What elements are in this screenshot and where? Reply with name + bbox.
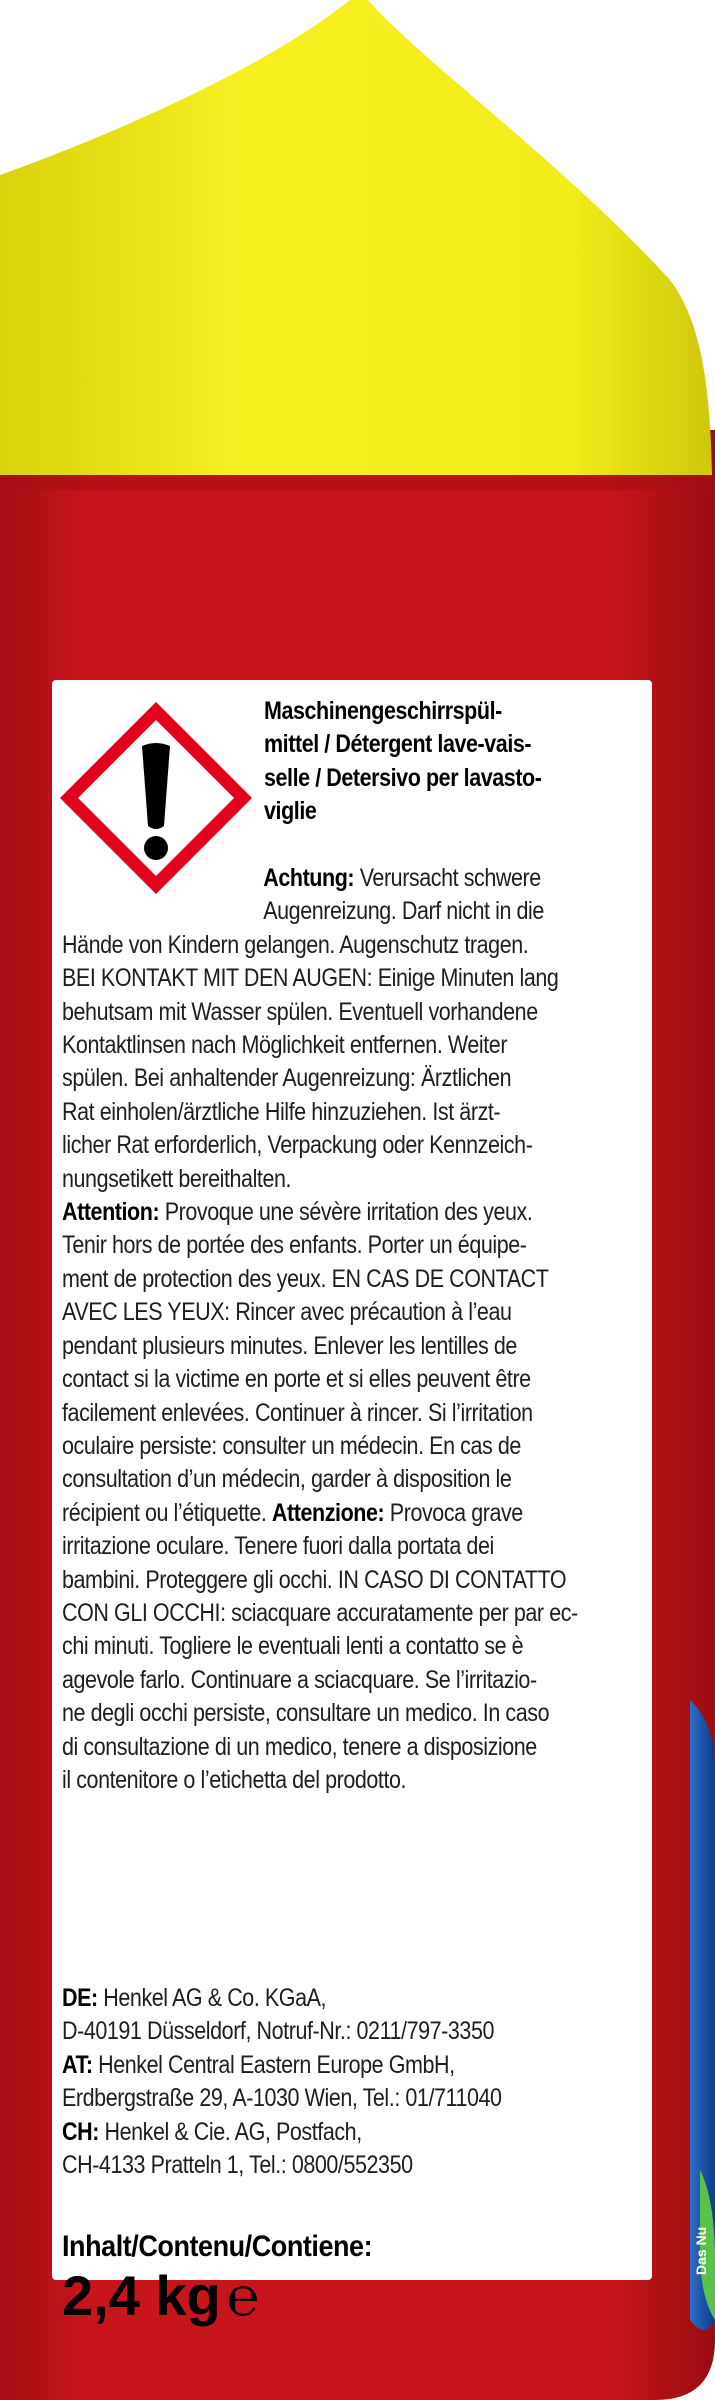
- warning-line: ne degli occhi persiste, consultare un medico. In caso: [62, 1699, 550, 1728]
- warning-line: Tenir hors de portée des enfants. Porter un équipe-: [62, 1231, 527, 1260]
- address-line: AT: Henkel Central Eastern Europe GmbH,: [62, 2050, 455, 2079]
- warning-line: facilement enlevées. Continuer à rincer. Si l’irritation: [62, 1398, 533, 1427]
- warning-line: BEI KONTAKT MIT DEN AUGEN: Einige Minuten lang: [62, 964, 559, 993]
- warning-line: il contenitore o l’etichetta del prodotto.: [62, 1765, 407, 1794]
- warning-line: AVEC LES YEUX: Rincer avec précaution à l’eau: [62, 1298, 512, 1327]
- address-line: D-40191 Düsseldorf, Notruf-Nr.: 0211/797-3350: [62, 2017, 495, 2046]
- address-line: Erdbergstraße 29, A-1030 Wien, Tel.: 01/711040: [62, 2084, 502, 2113]
- warning-line: Attention: Provoque une sévère irritation des yeux.: [62, 1198, 533, 1227]
- warning-line: spülen. Bei anhaltender Augenreizung: Ärztlichen: [62, 1064, 512, 1093]
- warning-line: CON GLI OCCHI: sciacquare accuratamente per par ec-: [62, 1598, 578, 1627]
- warning-line: Achtung: Verursacht schwere: [263, 864, 541, 892]
- warning-line: ment de protection des yeux. EN CAS DE CONTACT: [62, 1264, 549, 1293]
- bold-label: Achtung:: [263, 864, 355, 892]
- address-line: CH: Henkel & Cie. AG, Postfach,: [62, 2117, 362, 2146]
- bold-label: AT:: [62, 2050, 93, 2079]
- warning-line: récipient ou l’étiquette. Attenzione: Provoca grave: [62, 1498, 523, 1527]
- warning-line: agevole farlo. Continuare a sciacquare. Se l’irritazio-: [62, 1665, 537, 1694]
- product-title: [264, 695, 541, 829]
- warning-line: oculaire persiste: consulter un médecin. En cas de: [62, 1431, 521, 1460]
- bold-label: DE:: [62, 1984, 98, 2012]
- warning-line: irritazione oculare. Tenere fuori dalla portata dei: [62, 1532, 494, 1561]
- warning-line: Kontaktlinsen nach Möglichkeit entfernen. Weiter: [62, 1031, 508, 1060]
- bottle-cap: [0, 0, 712, 475]
- manufacturer-addresses: [62, 1982, 502, 2182]
- warning-label: [52, 680, 652, 2327]
- warning-line: bambini. Proteggere gli occhi. IN CASO DI CONTATTO: [62, 1565, 567, 1594]
- warning-line: pendant plusieurs minutes. Enlever les lentilles de: [62, 1331, 517, 1360]
- side-text: Das Nu: [693, 2226, 709, 2275]
- warning-line: behutsam mit Wasser spülen. Eventuell vorhandene: [62, 997, 538, 1026]
- warning-line: consultation d’un médecin, garder à disposition le: [62, 1465, 512, 1494]
- warning-line: Hände von Kindern gelangen. Augenschutz tragen.: [62, 930, 529, 959]
- net-weight-value: 2,4 kg: [62, 2264, 221, 2327]
- warning-line: licher Rat erforderlich, Verpackung oder Kennzeich-: [62, 1131, 533, 1160]
- title-line: viglie: [264, 797, 317, 826]
- warning-line: chi minuti. Togliere le eventuali lenti a contatto se è: [62, 1632, 524, 1661]
- bold-label: CH:: [62, 2117, 99, 2146]
- bold-label: Attenzione:: [271, 1498, 385, 1527]
- warning-line: Augenreizung. Darf nicht in die: [263, 897, 544, 926]
- estimated-sign-icon: ℮: [226, 2267, 260, 2327]
- bold-label: Attention:: [62, 1198, 160, 1227]
- hazard-statements: [62, 862, 578, 1797]
- contents-label: Inhalt/Contenu/Contiene:: [62, 2230, 373, 2263]
- title-line: selle / Detersivo per lavasto-: [264, 763, 542, 792]
- address-line: DE: Henkel AG & Co. KGaA,: [62, 1984, 327, 2012]
- title-line: mittel / Détergent lave-vais-: [264, 730, 532, 759]
- warning-line: nungsetikett bereithalten.: [62, 1164, 292, 1193]
- address-line: CH-4133 Pratteln 1, Tel.: 0800/552350: [62, 2151, 413, 2180]
- net-weight: [62, 2264, 260, 2327]
- title-line: Maschinengeschirrspül-: [264, 697, 502, 725]
- warning-line: Rat einholen/ärztliche Hilfe hinzuziehen. Ist ärzt-: [62, 1097, 501, 1126]
- warning-line: di consultazione di un medico, tenere a disposizione: [62, 1732, 537, 1761]
- warning-line: contact si la victime en porte et si elles peuvent être: [62, 1365, 531, 1394]
